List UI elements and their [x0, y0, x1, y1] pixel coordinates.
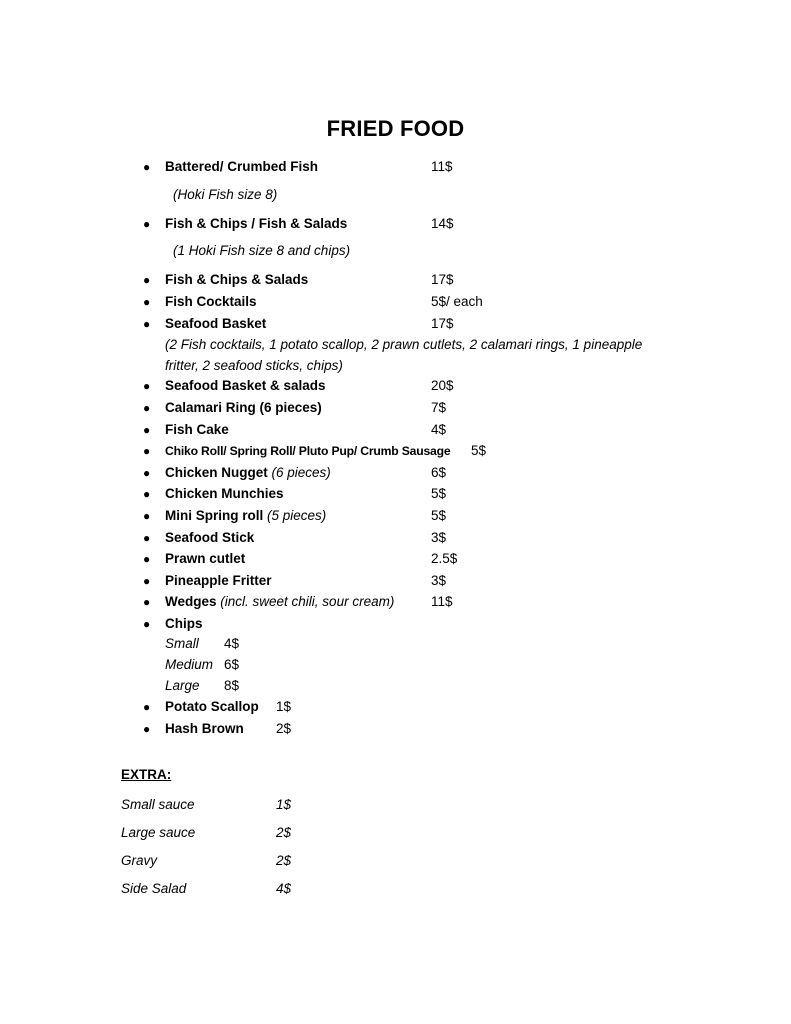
item-detail: (6 pieces) [271, 465, 331, 480]
chips-size-price: 6$ [224, 657, 240, 672]
item-name: Pineapple Fritter [165, 573, 272, 588]
bullet-icon: ● [143, 700, 151, 714]
item-name-text: Chicken Nugget [165, 465, 268, 480]
bullet-icon: ● [143, 466, 151, 480]
chips-size-label: Large [165, 678, 200, 693]
menu-item [0, 549, 791, 569]
item-name: Calamari Ring (6 pieces) [165, 400, 322, 415]
item-price: 17$ [431, 316, 454, 331]
bullet-icon: ● [143, 423, 151, 437]
item-name [165, 592, 394, 612]
bullet-icon: ● [143, 401, 151, 415]
chips-size-label: Medium [165, 657, 214, 672]
bullet-icon: ● [143, 295, 151, 309]
extra-item-price: 4$ [276, 881, 292, 896]
menu-item [0, 592, 791, 612]
item-price: 6$ [431, 465, 447, 480]
menu-item [0, 292, 791, 312]
item-name [165, 463, 331, 483]
item-price: 17$ [431, 272, 454, 287]
item-name: Battered/ Crumbed Fish [165, 159, 319, 174]
menu-item [0, 376, 791, 396]
item-note: fritter, 2 seafood sticks, chips) [165, 358, 343, 373]
bullet-icon: ● [143, 487, 151, 501]
item-detail: (5 pieces) [267, 508, 327, 523]
menu-item [0, 506, 791, 526]
item-price: 5$ [431, 486, 447, 501]
page-title: FRIED FOOD [326, 116, 465, 141]
item-name: Chicken Munchies [165, 486, 284, 501]
chips-size-label: Small [165, 636, 199, 651]
item-note: (2 Fish cocktails, 1 potato scallop, 2 prawn cutlets, 2 calamari rings, 1 pineapple [165, 337, 643, 352]
item-note: (Hoki Fish size 8) [173, 187, 278, 202]
item-price: 5$ [431, 508, 447, 523]
bullet-icon: ● [143, 317, 151, 331]
menu-item [0, 214, 791, 234]
item-price: 11$ [431, 159, 453, 174]
chips-size-price: 4$ [224, 636, 240, 651]
item-name: Fish & Chips / Fish & Salads [165, 216, 348, 231]
item-name: Potato Scallop [165, 699, 259, 714]
extra-item-name: Gravy [121, 853, 158, 868]
item-price: 7$ [431, 400, 447, 415]
extra-heading: EXTRA: [121, 767, 172, 782]
item-name: Fish Cocktails [165, 294, 257, 309]
item-name: Fish Cake [165, 422, 229, 437]
item-name: Prawn cutlet [165, 551, 246, 566]
menu-item [0, 484, 791, 504]
item-price: 14$ [431, 216, 454, 231]
item-price: 5$/ each [431, 294, 483, 309]
item-price: 5$ [471, 443, 487, 458]
bullet-icon: ● [143, 160, 151, 174]
bullet-icon: ● [143, 722, 151, 736]
item-price: 4$ [431, 422, 447, 437]
menu-item [0, 398, 791, 418]
menu-item [0, 270, 791, 290]
item-name: Seafood Stick [165, 530, 255, 545]
menu-item [0, 697, 791, 717]
extra-item-price: 2$ [276, 825, 292, 840]
menu-item [0, 571, 791, 591]
menu-item [0, 463, 791, 483]
item-name [165, 506, 326, 526]
item-price: 3$ [431, 573, 447, 588]
bullet-icon: ● [143, 273, 151, 287]
item-price: 11$ [431, 594, 453, 609]
bullet-icon: ● [143, 617, 151, 631]
chips-size-price: 8$ [224, 678, 240, 693]
extra-item-name: Side Salad [121, 881, 187, 896]
bullet-icon: ● [143, 595, 151, 609]
bullet-icon: ● [143, 444, 151, 458]
menu-item [0, 157, 791, 177]
menu-item [0, 614, 791, 634]
menu-item [0, 441, 791, 461]
item-name: Hash Brown [165, 721, 244, 736]
bullet-icon: ● [143, 379, 151, 393]
menu-item [0, 420, 791, 440]
item-price: 1$ [276, 699, 292, 714]
extra-item-name: Small sauce [121, 797, 195, 812]
item-name: Seafood Basket & salads [165, 378, 326, 393]
item-note: (1 Hoki Fish size 8 and chips) [173, 243, 351, 258]
item-name: Chips [165, 616, 203, 631]
menu-item [0, 719, 791, 739]
menu-item [0, 314, 791, 334]
item-detail: (incl. sweet chili, sour cream) [220, 594, 395, 609]
bullet-icon: ● [143, 552, 151, 566]
item-name-text: Mini Spring roll [165, 508, 264, 523]
item-price: 2.5$ [431, 551, 458, 566]
bullet-icon: ● [143, 509, 151, 523]
item-name: Chiko Roll/ Spring Roll/ Pluto Pup/ Crumb Sausage [165, 444, 451, 458]
bullet-icon: ● [143, 217, 151, 231]
extra-item-name: Large sauce [121, 825, 196, 840]
item-name: Seafood Basket [165, 316, 267, 331]
item-name: Fish & Chips & Salads [165, 272, 309, 287]
item-price: 3$ [431, 530, 447, 545]
bullet-icon: ● [143, 531, 151, 545]
menu-item [0, 528, 791, 548]
extra-item-price: 1$ [276, 797, 292, 812]
bullet-icon: ● [143, 574, 151, 588]
extra-item-price: 2$ [276, 853, 292, 868]
item-price: 2$ [276, 721, 292, 736]
item-name-text: Wedges [165, 594, 217, 609]
item-price: 20$ [431, 378, 454, 393]
